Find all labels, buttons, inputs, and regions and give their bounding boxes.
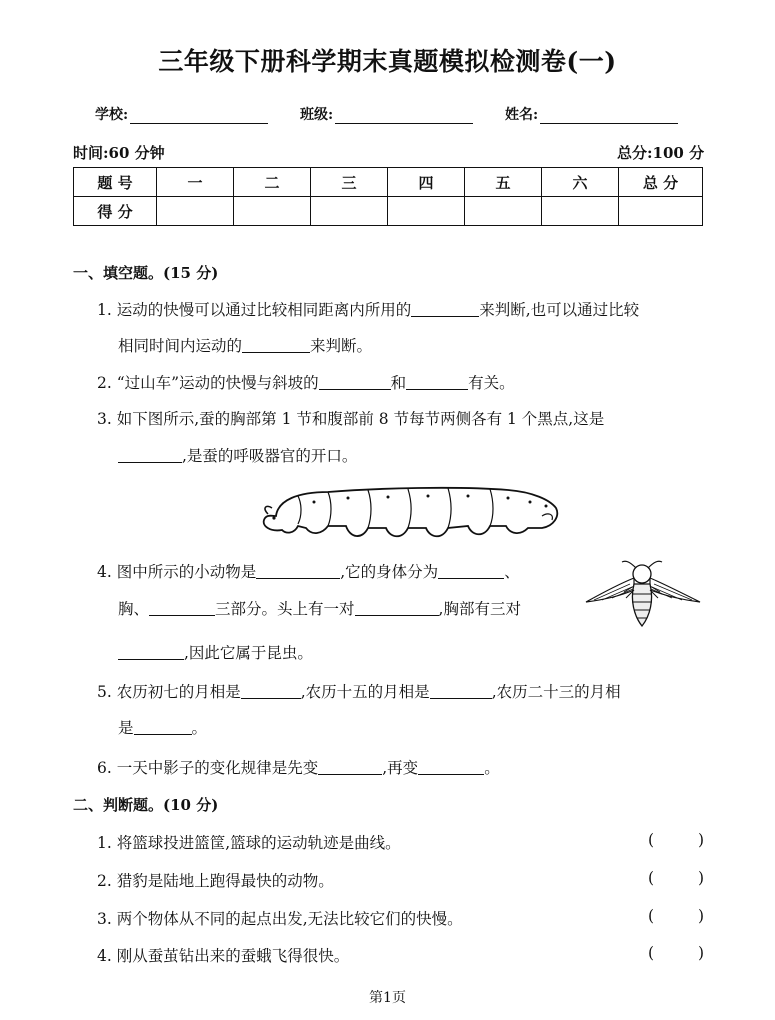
question-1-line1: 1. 运动的快慢可以通过比较相同距离内所用的 来判断,也可以通过比较 [97, 301, 640, 319]
header-cell: 一 [157, 168, 234, 197]
question-1-line2: 相同时间内运动的 来判断。 [118, 337, 373, 355]
question-2: 2. “过山车”运动的快慢与斜坡的 和 有关。 [97, 374, 515, 392]
answer-blank[interactable] [134, 719, 192, 735]
score-cell[interactable] [619, 197, 703, 226]
answer-blank[interactable] [242, 337, 310, 353]
question-4-line1: 4. 图中所示的小动物是 ,它的身体分为 、 [97, 563, 520, 581]
score-table-score-row [74, 197, 703, 226]
exam-title: 三年级下册科学期末真题模拟检测卷(一) [158, 47, 617, 76]
judgment-item-4: 4. 刚从蚕茧钻出来的蚕蛾飞得很快。 [97, 947, 350, 965]
header-cell: 总 分 [619, 168, 703, 197]
answer-blank[interactable] [118, 447, 182, 463]
score-cell[interactable] [234, 197, 311, 226]
score-table [73, 167, 703, 226]
section2-heading: 二、判断题。(10 分) [73, 796, 219, 814]
name-field [505, 104, 678, 124]
answer-blank[interactable] [430, 683, 492, 699]
time-label: 时间:60 分钟 [73, 144, 165, 162]
answer-blank[interactable] [418, 759, 484, 775]
judgment-item-3: 3. 两个物体从不同的起点出发,无法比较它们的快慢。 [97, 910, 463, 928]
score-cell[interactable] [157, 197, 234, 226]
answer-blank[interactable] [118, 644, 184, 660]
score-row-label: 得 分 [74, 197, 157, 226]
answer-blank[interactable] [318, 759, 382, 775]
header-cell: 五 [465, 168, 542, 197]
answer-blank[interactable] [319, 374, 391, 390]
score-table-header-row [74, 168, 703, 197]
section1-heading: 一、填空题。(15 分) [73, 264, 219, 282]
question-3-line1: 3. 如下图所示,蚕的胸部第 1 节和腹部前 8 节每节两侧各有 1 个黑点,这是 [97, 410, 605, 428]
total-score-label: 总分:100 分 [617, 144, 705, 162]
answer-blank[interactable] [241, 683, 301, 699]
school-label: 学校: [95, 107, 129, 123]
answer-blank[interactable] [149, 600, 215, 616]
header-cell: 四 [388, 168, 465, 197]
question-3-line2: ,是蚕的呼吸器官的开口。 [118, 444, 357, 466]
header-cell: 题 号 [74, 168, 157, 197]
name-label: 姓名: [505, 107, 539, 123]
judgment-item-2: 2. 猎豹是陆地上跑得最快的动物。 [97, 872, 334, 890]
judgment-item-1: 1. 将篮球投进篮筐,篮球的运动轨迹是曲线。 [97, 834, 401, 852]
header-cell: 二 [234, 168, 311, 197]
question-4-line3: ,因此它属于昆虫。 [118, 641, 313, 663]
header-cell: 六 [542, 168, 619, 197]
school-blank[interactable] [130, 109, 268, 124]
question-5-line2: 是 。 [118, 719, 208, 737]
question-5-line1: 5. 农历初七的月相是 ,农历十五的月相是 ,农历二十三的月相 [97, 683, 621, 701]
score-cell[interactable] [311, 197, 388, 226]
page-number: 第1页 [369, 990, 406, 1006]
class-label: 班级: [300, 107, 334, 123]
class-blank[interactable] [335, 109, 473, 124]
score-cell[interactable] [465, 197, 542, 226]
school-field [95, 104, 268, 124]
score-cell[interactable] [388, 197, 465, 226]
name-blank[interactable] [540, 109, 678, 124]
question-4-line2: 胸、 三部分。头上有一对 ,胸部有三对 [118, 600, 521, 618]
answer-parens-1[interactable]: ( ) [648, 831, 704, 849]
class-field [300, 104, 473, 124]
answer-parens-3[interactable]: ( ) [648, 907, 704, 925]
score-cell[interactable] [542, 197, 619, 226]
answer-parens-2[interactable]: ( ) [648, 869, 704, 887]
answer-blank[interactable] [406, 374, 468, 390]
silkworm-illustration [258, 478, 560, 546]
header-cell: 三 [311, 168, 388, 197]
answer-parens-4[interactable]: ( ) [648, 944, 704, 962]
moth-illustration [584, 556, 704, 632]
answer-blank[interactable] [411, 301, 479, 317]
question-6: 6. 一天中影子的变化规律是先变 ,再变 。 [97, 759, 500, 777]
answer-blank[interactable] [355, 600, 439, 616]
answer-blank[interactable] [256, 563, 340, 579]
answer-blank[interactable] [438, 563, 504, 579]
